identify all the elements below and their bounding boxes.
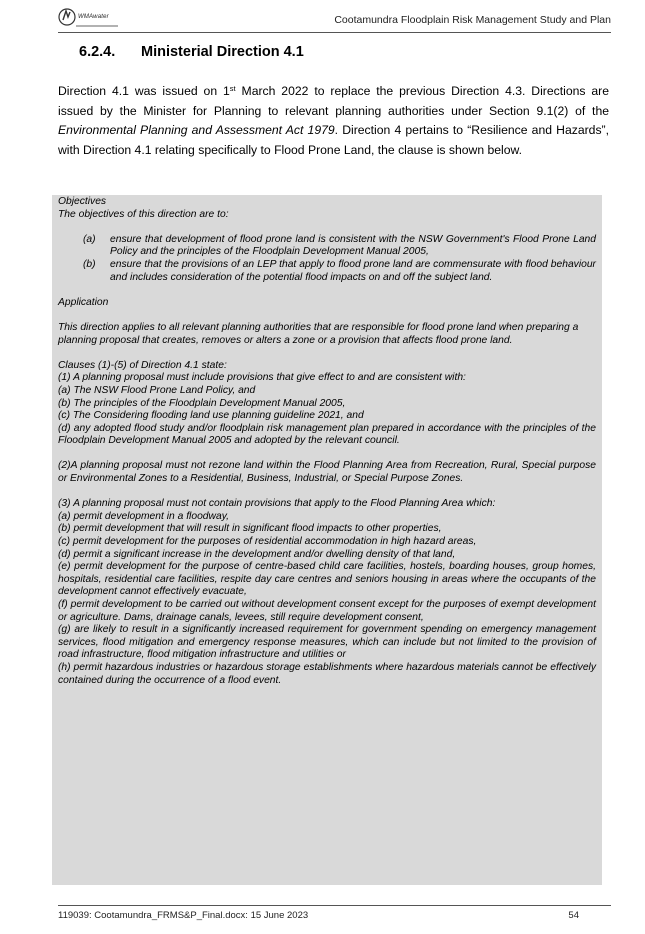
objectives-intro: The objectives of this direction are to: (58, 208, 229, 220)
intro-text: Direction 4.1 was issued on 1 (58, 84, 230, 98)
ordinal-suffix: st (229, 84, 236, 93)
objectives-heading: Objectives (58, 196, 107, 207)
objective-item (83, 234, 596, 259)
page-footer (58, 905, 611, 921)
page-number: 54 (568, 910, 579, 921)
clause-1-item: (b) The principles of the Floodplain Development Manual 2005, (58, 397, 346, 409)
document-title: Cootamundra Floodplain Risk Management Study and Plan (334, 14, 611, 26)
clauses-intro: Clauses (1)-(5) of Direction 4.1 state: (58, 359, 227, 371)
objective-text: ensure that the provisions of an LEP that apply to flood prone land are commensurate with flood behaviour and includes consideration of the potential flood impacts on and off the subject land. (110, 258, 596, 283)
section-heading (79, 44, 304, 60)
clause-2: (2)A planning proposal must not rezone land within the Flood Planning Area from Recreation, Rural, Special purpose or Environmental Zones to a Residential, Business, Industrial, or Special Purpose Zones. (58, 460, 596, 485)
clause-1-intro: (1) A planning proposal must include provisions that give effect to and are consistent with: (58, 372, 466, 384)
page-header (58, 2, 611, 33)
clause-1-item: (a) The NSW Flood Prone Land Policy, and (58, 384, 256, 396)
objective-label: (b) (83, 258, 96, 270)
section-number: 6.2.4. (79, 44, 116, 60)
objective-label: (a) (83, 233, 96, 245)
intro-text: March 2022 to replace the previous Direction 4.3. Directions are issued by the Minister for Planning to relevant planning authorities under Section 9.1(2) of the (58, 84, 610, 118)
logo-text: WMAwater (78, 14, 109, 20)
clause-1-item: (c) The Considering flooding land use planning guideline 2021, and (58, 410, 364, 422)
act-title: Environmental Planning and Assessment Act 1979 (58, 123, 335, 137)
clause-3-item: (b) permit development that will result in significant flood impacts to other properties, (58, 523, 442, 535)
intro-paragraph (58, 82, 609, 160)
clause-3-item: (e) permit development for the purpose of centre-based child care facilities, hostels, boarding houses, group homes, hospitals, residential care facilities, respite day care centres and seniors housing in areas where the occupants of the development cannot effectively evacuate, (58, 561, 596, 598)
footer-document-ref: 119039: Cootamundra_FRMS&P_Final.docx: 15 June 2023 (58, 910, 309, 921)
clause-3-intro: (3) A planning proposal must not contain provisions that apply to the Flood Planning Area which: (58, 498, 496, 510)
clause-3-item: (g) are likely to result in a significantly increased requirement for government spending on emergency management services, flood mitigation and emergency response measures, which can include but not limited to the provision of road infrastructure, flood mitigation infrastructure and utilities or (58, 624, 596, 661)
objective-item (83, 259, 596, 284)
section-title: Ministerial Direction 4.1 (141, 44, 304, 60)
clause-3-item: (d) permit a significant increase in the development and/or dwelling density of that land, (58, 548, 456, 560)
clause-3-item: (a) permit development in a floodway, (58, 510, 229, 522)
clause-3-item: (f) permit development to be carried out without development consent except for the purposes of exempt development or agriculture. Dams, drainage canals, levees, still require development consent, (58, 599, 596, 623)
application-text: This direction applies to all relevant planning authorities that are responsible for flood prone land when preparing a planning proposal that creates, removes or alters a zone or a provision that affects flood prone land. (58, 321, 579, 346)
objective-text: ensure that development of flood prone land is consistent with the NSW Government's Flood Prone Land Policy and the principles of the Floodplain Development Manual 2005, (110, 233, 596, 258)
clause-1-item: (d) any adopted flood study and/or floodplain risk management plan prepared in accordance with the principles of the Floodplain Development Manual 2005 and adopted by the relevant council. (58, 422, 596, 447)
application-heading: Application (58, 296, 109, 308)
intro-text: . Direction 4 pertains to “Resilience and Hazards”, with Direction 4.1 relating specifically to Flood Prone Land, the clause is shown below. (58, 123, 609, 157)
direction-extract (52, 195, 602, 885)
clause-3-item: (h) permit hazardous industries or hazardous storage establishments where hazardous materials cannot be effectively contained during the occurrence of a flood event. (58, 661, 596, 686)
clause-3-item: (c) permit development for the purposes of residential accommodation in high hazard areas, (58, 536, 477, 548)
